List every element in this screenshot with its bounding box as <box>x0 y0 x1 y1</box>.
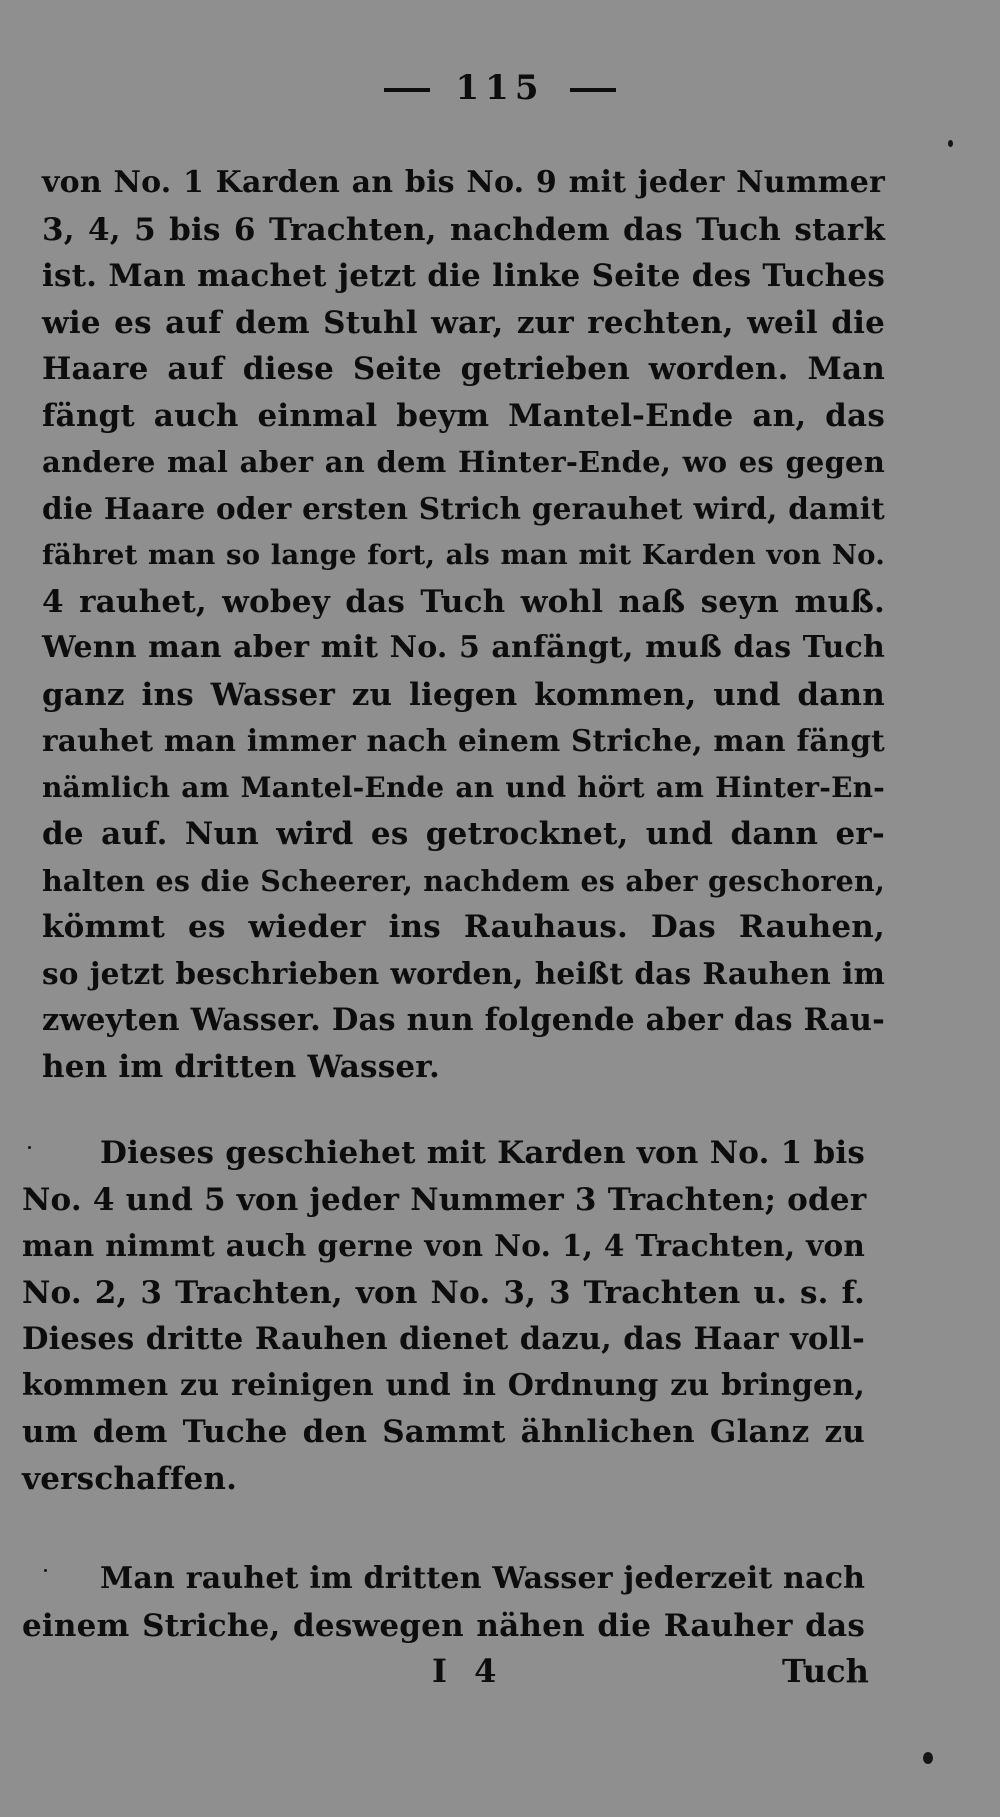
text-line: ist. Man machet jetzt die linke Seite des Tuches <box>42 258 885 294</box>
paper-speck <box>948 140 953 147</box>
text-line: No. 4 und 5 von jeder Nummer 3 Trachten; oder <box>22 1181 867 1218</box>
header-dash-left <box>384 88 430 92</box>
page-footer <box>0 1648 1000 1694</box>
paragraph-2 <box>0 1130 1000 1502</box>
paragraph-1 <box>0 160 1000 1090</box>
text-line: verschaffen. <box>22 1460 238 1497</box>
text-line: Dieses dritte Rauhen dienet dazu, das Haar voll- <box>22 1321 865 1357</box>
text-line: Man rauhet im dritten Wasser jederzeit nach <box>100 1561 866 1596</box>
text-line: nämlich am Mantel-Ende an und hört am Hinter-En- <box>42 770 885 804</box>
text-line: de auf. Nun wird es getrocknet, und dann er- <box>42 816 885 852</box>
text-line: halten es die Scheerer, nachdem es aber geschoren, <box>42 863 885 898</box>
text-line: kommen zu reinigen und in Ordnung zu bringen, <box>22 1367 865 1403</box>
page-number: 115 <box>455 68 545 108</box>
signature-mark: I 4 <box>432 1652 505 1690</box>
text-line: fängt auch einmal beym Mantel-Ende an, das <box>42 397 885 434</box>
paper-speck <box>44 1569 47 1572</box>
header-dash-right <box>570 88 616 92</box>
text-line: kömmt es wieder ins Rauhaus. Das Rauhen, <box>42 909 885 945</box>
paper-speck <box>923 1752 933 1764</box>
text-line: fähret man so lange fort, als man mit Karden von No. <box>42 539 885 571</box>
text-line: 3, 4, 5 bis 6 Trachten, nachdem das Tuch stark <box>42 211 885 248</box>
text-line: von No. 1 Karden an bis No. 9 mit jeder Nummer <box>42 165 885 200</box>
text-line: 4 rauhet, wobey das Tuch wohl naß seyn muß. <box>42 583 885 620</box>
text-line: Wenn man aber mit No. 5 anfängt, muß das Tuch <box>42 630 885 665</box>
catchword: Tuch <box>782 1652 869 1690</box>
page-header <box>0 68 1000 108</box>
text-line: Dieses geschiehet mit Karden von No. 1 bis <box>100 1135 865 1171</box>
text-line: Haare auf diese Seite getrieben worden. Man <box>42 351 885 387</box>
text-line: einem Striche, deswegen nähen die Rauher das <box>22 1607 865 1644</box>
text-line: wie es auf dem Stuhl war, zur rechten, weil die <box>42 304 885 341</box>
text-line: man nimmt auch gerne von No. 1, 4 Trachten, von <box>22 1228 865 1263</box>
text-line: rauhet man immer nach einem Striche, man fängt <box>42 723 885 758</box>
text-line: hen im dritten Wasser. <box>42 1048 440 1085</box>
paragraph-3 <box>0 1556 1000 1649</box>
text-line: so jetzt beschrieben worden, heißt das Rauhen im <box>42 955 885 991</box>
text-line: die Haare oder ersten Strich gerauhet wird, damit <box>42 490 885 526</box>
text-line: zweyten Wasser. Das nun folgende aber das Rau- <box>42 1002 885 1038</box>
text-line: No. 2, 3 Trachten, von No. 3, 3 Trachten u. s. f. <box>22 1274 865 1311</box>
text-line: andere mal aber an dem Hinter-Ende, wo es gegen <box>42 445 885 479</box>
text-line: ganz ins Wasser zu liegen kommen, und dann <box>42 676 885 713</box>
paper-speck <box>28 1146 31 1149</box>
text-line: um dem Tuche den Sammt ähnlichen Glanz zu <box>22 1414 865 1450</box>
